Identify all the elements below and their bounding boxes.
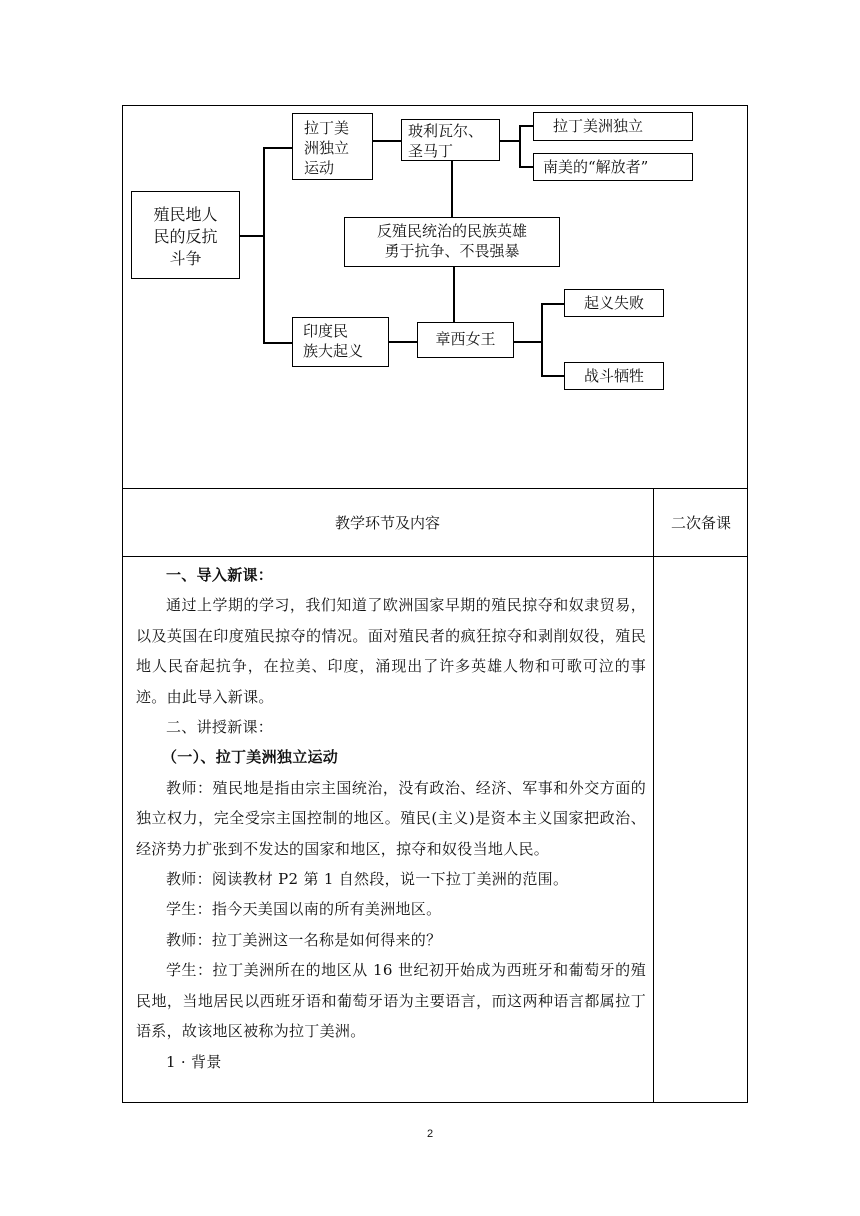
page-number: 2 (426, 1128, 434, 1140)
header-main: 教学环节及内容 (334, 514, 440, 532)
liberator-label: 南美的“解放者” (543, 158, 649, 176)
connector (519, 125, 521, 167)
connector (514, 341, 542, 343)
hero-line-2: 勇于抗争、不畏强暴 (384, 242, 520, 260)
india-line-1: 印度民 (303, 322, 349, 340)
root-line-3: 斗争 (169, 249, 202, 268)
queen-label: 章西女王 (435, 330, 496, 348)
connector (263, 147, 265, 343)
section-intro-title: 一、导入新课： (166, 566, 274, 584)
liberator-node (533, 153, 693, 181)
died-in-battle-label: 战斗牺牲 (583, 367, 644, 385)
latin-independence-label: 拉丁美洲独立 (553, 117, 644, 135)
connector (519, 166, 533, 168)
connector (541, 375, 564, 377)
teacher-question-name: 教师：拉丁美洲这一名称是如何得来的？ (166, 930, 442, 949)
latin-line-1: 拉丁美 (304, 119, 350, 137)
connector (389, 341, 417, 343)
connector (500, 140, 520, 142)
hero-node (344, 217, 560, 267)
india-uprising-node (292, 317, 389, 367)
india-line-2: 族大起义 (303, 342, 364, 360)
teacher-colony-paragraph: 教师：殖民地是指由宗主国统治，没有政治、经济、军事和外交方面的独立权力，完全受宗主国控制的地区。殖民(主义)是资本主义国家把政治、经济势力扩张到不发达的国家和地区，掠夺和奴役当地人民。 (136, 778, 646, 858)
connector (519, 125, 533, 127)
table-divider-header (122, 556, 748, 557)
connector (453, 267, 455, 322)
intro-paragraph: 通过上学期的学习，我们知道了欧洲国家早期的殖民掠夺和奴隶贸易，以及英国在印度殖民掠夺的情况。面对殖民者的疯狂掠夺和剥削奴役，殖民地人民奋起抗争，在拉美、印度，涌现出了许多英雄人物和可歌可泣的事迹。由此导入新课。 (136, 596, 646, 706)
connector (451, 160, 453, 217)
uprising-failed-label: 起义失败 (583, 294, 644, 312)
root-line-1: 殖民地人 (153, 205, 218, 224)
connector (541, 303, 543, 376)
student-answer-range: 学生：指今天美国以南的所有美洲地区。 (166, 900, 442, 919)
subsection-title: （一）、拉丁美洲独立运动 (162, 748, 339, 767)
table-column-divider (653, 488, 654, 1103)
background-heading: 1 · 背景 (166, 1052, 222, 1071)
latin-line-3: 运动 (304, 159, 335, 177)
hero-line-1: 反殖民统治的民族英雄 (376, 222, 527, 240)
header-side: 二次备课 (670, 514, 731, 532)
teacher-question-range: 教师：阅读教材 P2 第 1 自然段，说一下拉丁美洲的范围。 (166, 870, 569, 889)
died-in-battle-node (564, 362, 664, 390)
bolivar-node (401, 119, 500, 161)
student-answer-name: 学生：拉丁美洲所在的地区从 16 世纪初开始成为西班牙和葡萄牙的殖民地，当地居民以西班牙语和葡萄牙语为主要语言，而这两种语言都属拉丁语系，故该地区被称为拉丁美洲。 (136, 961, 646, 1041)
lesson-content (136, 560, 646, 1077)
latin-movement-node (292, 113, 373, 180)
connector (373, 140, 401, 142)
connector (263, 342, 292, 344)
connector (263, 147, 292, 149)
latin-independence-node (533, 112, 693, 141)
table-divider-top (122, 488, 748, 489)
bolivar-line-2: 圣马丁 (408, 142, 454, 160)
connector (240, 235, 264, 237)
section-lecture-title: 二、讲授新课： (166, 718, 274, 737)
queen-node (417, 322, 514, 358)
root-line-2: 民的反抗 (153, 227, 218, 246)
latin-line-2: 洲独立 (304, 139, 350, 157)
connector (541, 303, 564, 305)
uprising-failed-node (564, 289, 664, 317)
bolivar-line-1: 玻利瓦尔、 (408, 122, 484, 140)
root-node (131, 191, 240, 279)
